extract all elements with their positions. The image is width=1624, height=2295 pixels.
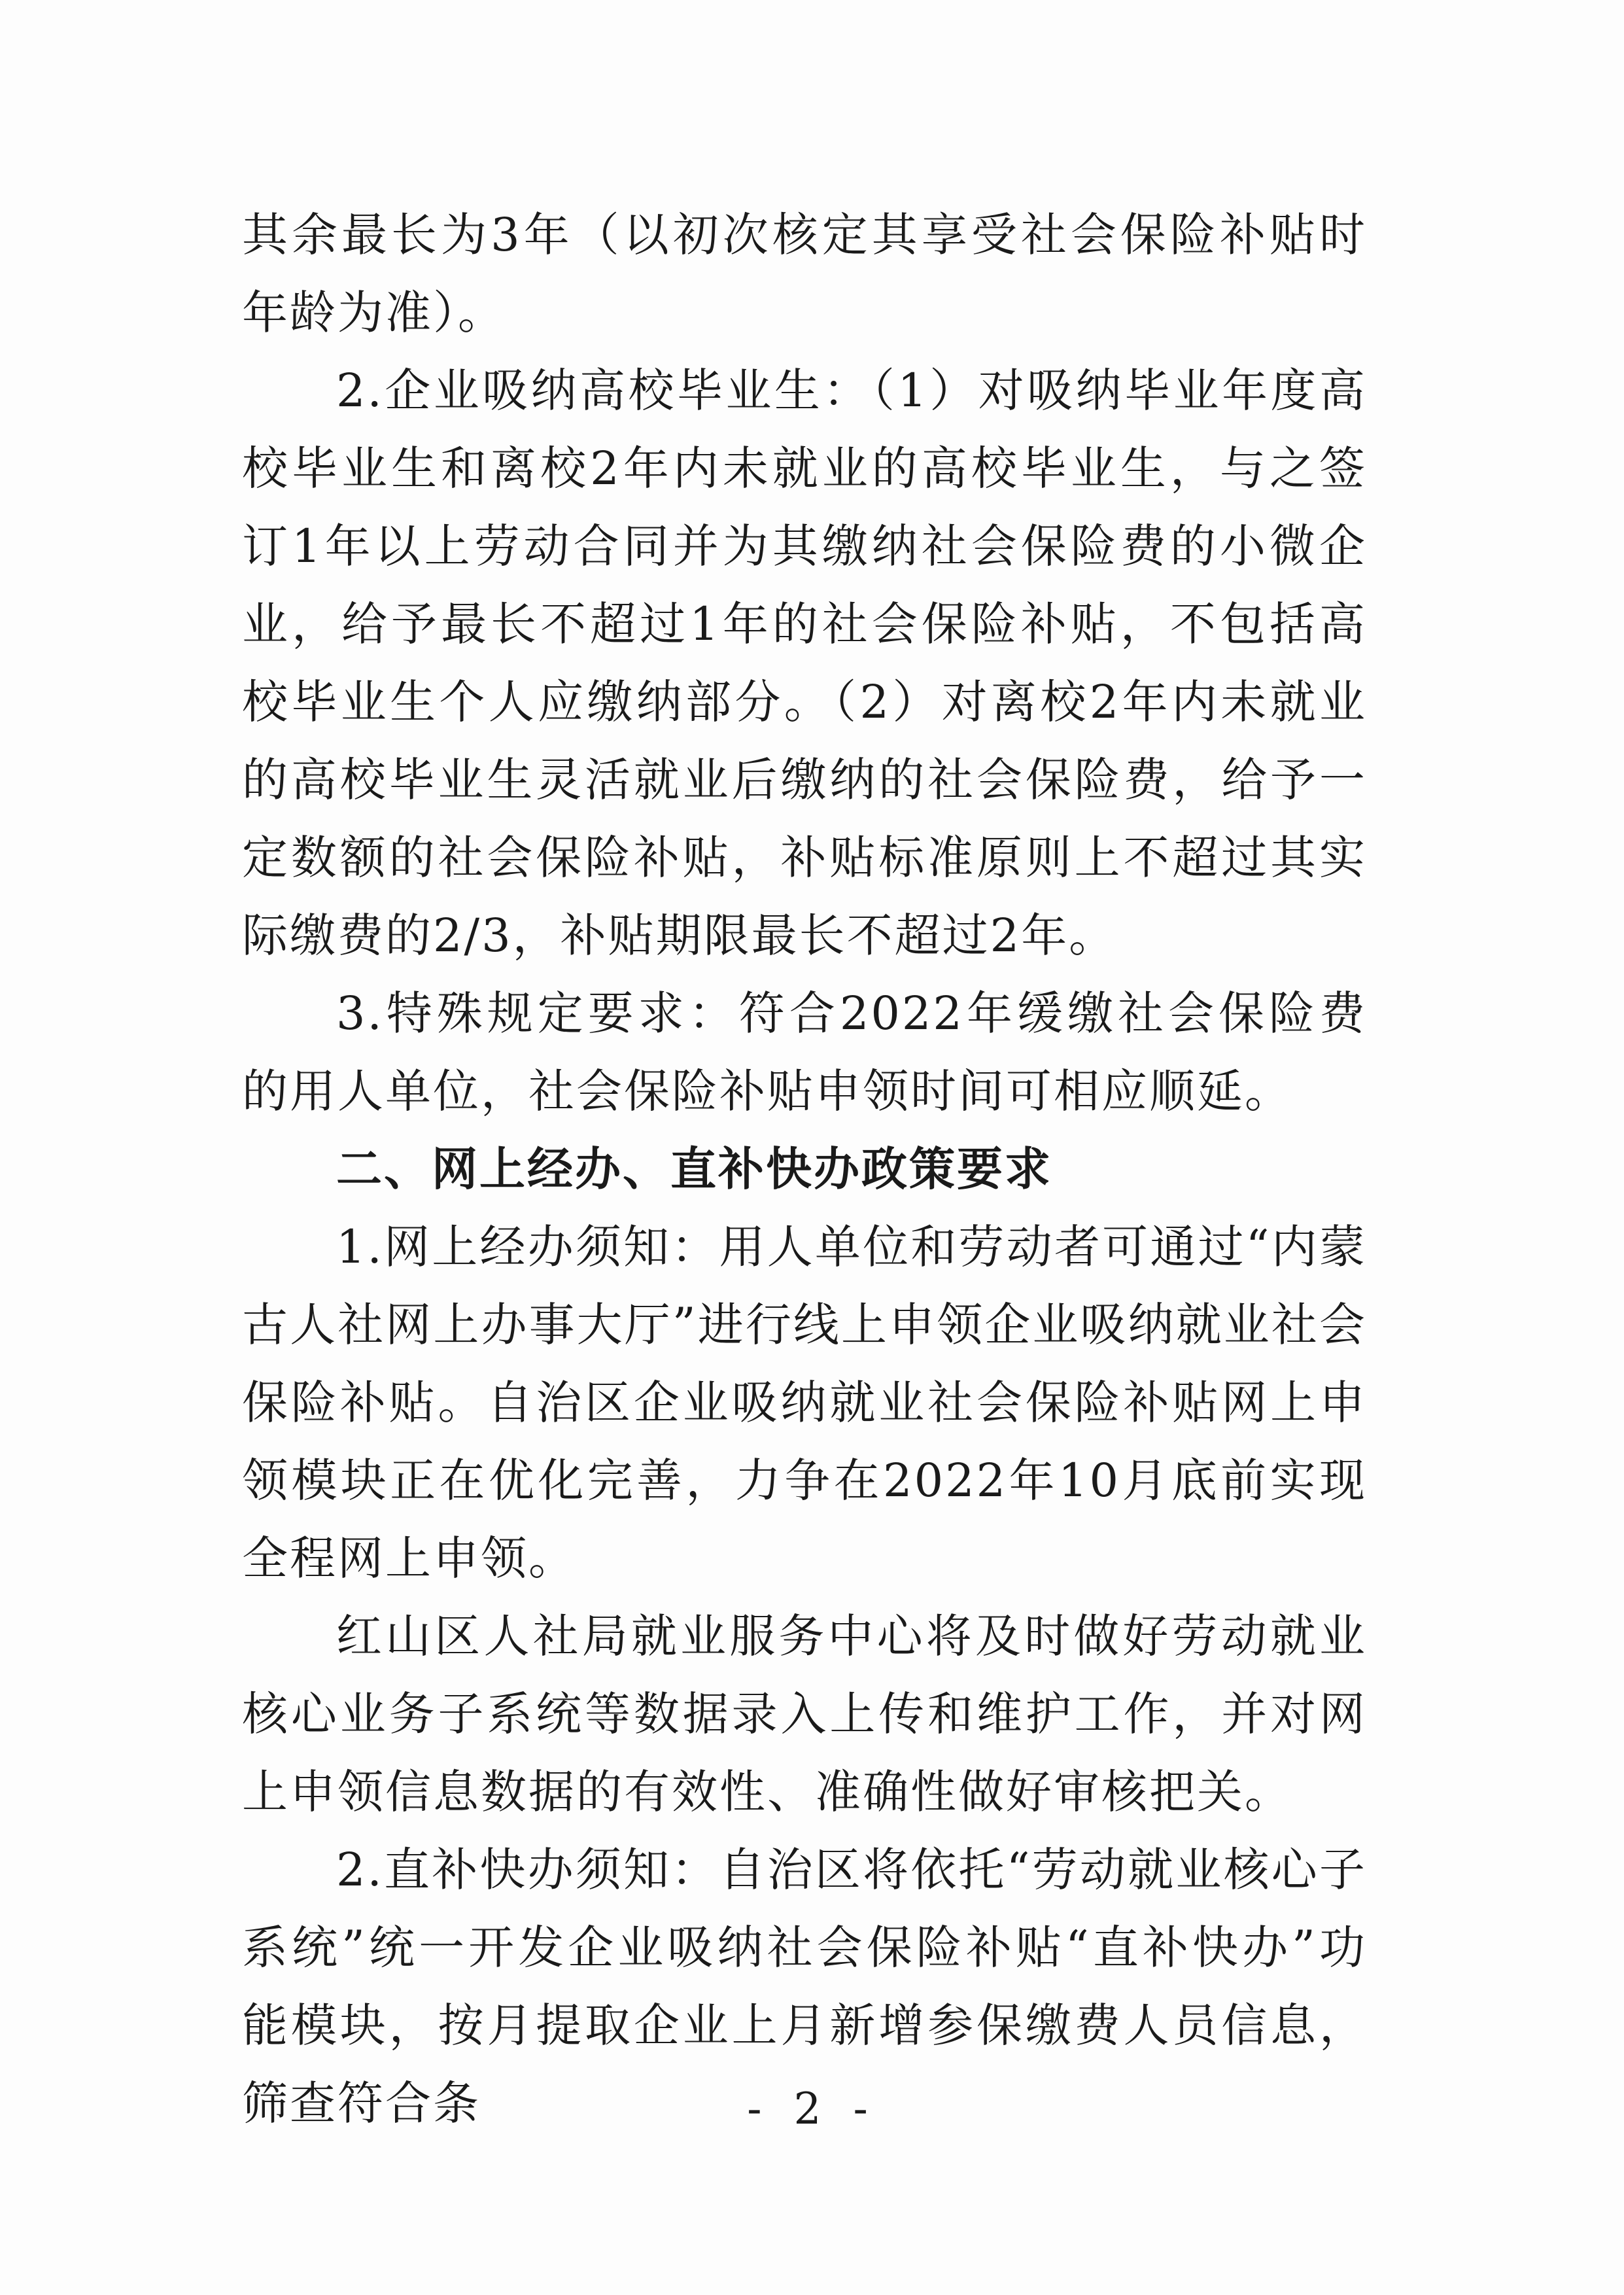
paragraph-graduates: 2.企业吸纳高校毕业生：（1）对吸纳毕业年度高校毕业生和离校2年内未就业的高校毕业生，与之签订1年以上劳动合同并为其缴纳社会保险费的小微企业，给予最长不超过1年的社会保险补贴，不包括高校毕业生个人应缴纳部分。（2）对离校2年内未就业的高校毕业生灵活就业后缴纳的社会保险费，给予一定数额的社会保险补贴，补贴标准原则上不超过其实际缴费的2/3，补贴期限最长不超过2年。 [242,364,1367,962]
paragraph-age-note: 其余最长为3年（以初次核定其享受社会保险补贴时年龄为准）。 [242,208,1367,340]
page-number: - 2 - [747,2084,877,2134]
paragraph-hongshan-center: 红山区人社局就业服务中心将及时做好劳动就业核心业务子系统等数据录入上传和维护工作，并对网上申领信息数据的有效性、准确性做好审核把关。 [242,1609,1367,1819]
section-heading: 二、网上经办、直补快办政策要求 [336,1142,1052,1196]
document-body [242,196,1367,2143]
paragraph-online-processing: 1.网上经办须知：用人单位和劳动者可通过“内蒙古人社网上办事大厅”进行线上申领企业吸纳就业社会保险补贴。自治区企业吸纳就业社会保险补贴网上申领模块正在优化完善，力争在2022年10月底前实现全程网上申领。 [242,1220,1367,1585]
paragraph-special-rules: 3.特殊规定要求：符合2022年缓缴社会保险费的用人单位，社会保险补贴申领时间可相应顺延。 [242,987,1367,1118]
paragraph-direct-subsidy: 2.直补快办须知：自治区将依托“劳动就业核心子系统”统一开发企业吸纳社会保险补贴“直补快办”功能模块，按月提取企业上月新增参保缴费人员信息，筛查符合条 [242,1843,1367,2130]
